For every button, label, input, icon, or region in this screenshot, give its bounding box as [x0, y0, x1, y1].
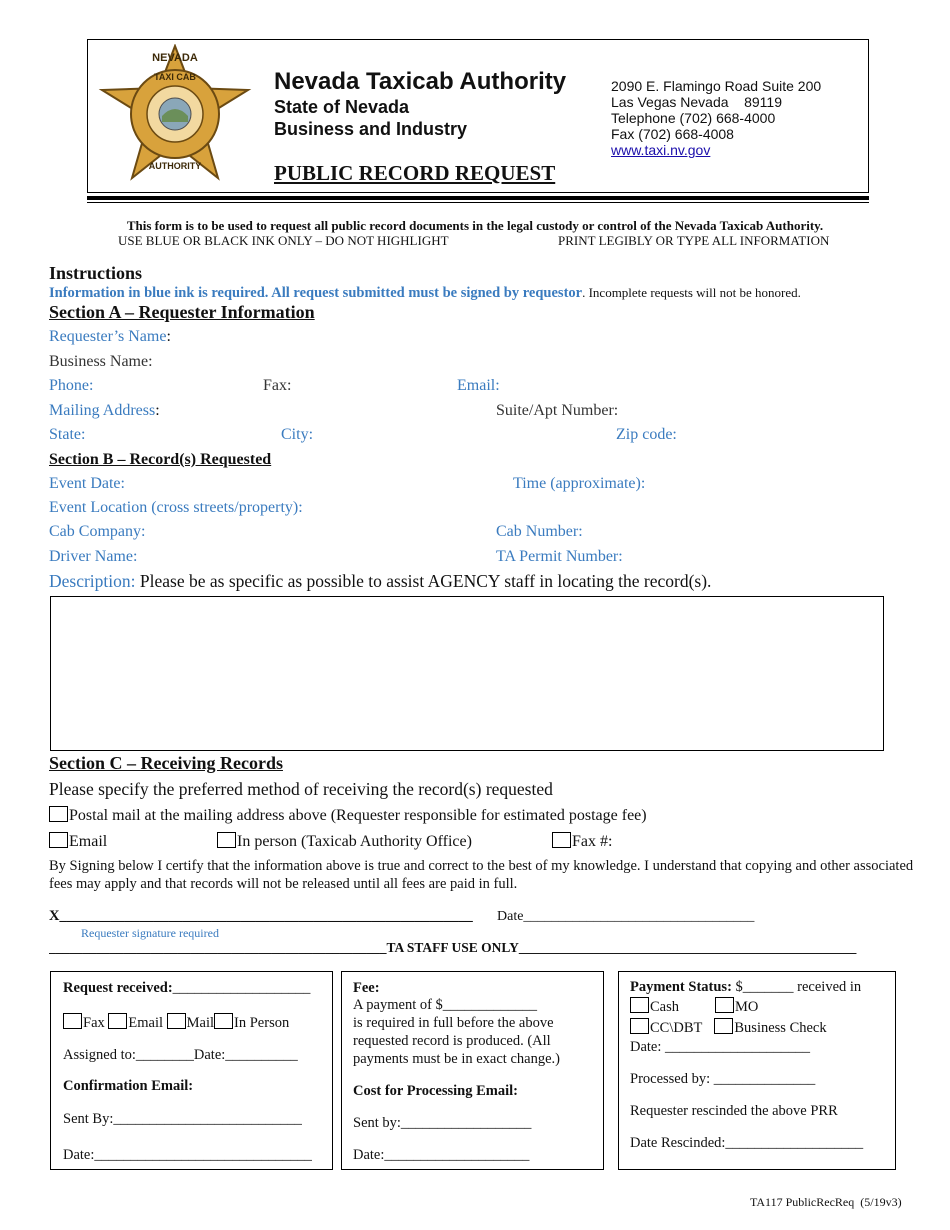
description-textarea[interactable]	[50, 596, 884, 751]
cab-company-label[interactable]: Cab Company:	[49, 523, 146, 540]
payment-line-4: payments must be in exact change.)	[353, 1051, 560, 1067]
payment-received-blank: $_______ received in	[731, 979, 862, 995]
payment-type-row-1	[630, 997, 758, 1016]
zip-label[interactable]: Zip code:	[616, 426, 677, 443]
email-label[interactable]: Email:	[457, 377, 500, 394]
seal-bottom-text: AUTHORITY	[148, 161, 202, 171]
fax-option-label: Fax #:	[572, 833, 613, 850]
signature-note: Requester signature required	[81, 926, 219, 940]
seal-mid-text: TAXI CAB	[154, 72, 196, 82]
mailing-address-label: Mailing Address	[49, 402, 156, 419]
form-title: PUBLIC RECORD REQUEST	[274, 161, 556, 185]
payment-line-1[interactable]: A payment of $_____________	[353, 997, 538, 1013]
header-divider-thin	[87, 202, 869, 203]
description-prompt	[49, 571, 711, 592]
received-in-person-label: In Person	[234, 1015, 290, 1031]
address-line-1: 2090 E. Flamingo Road Suite 200	[611, 78, 822, 94]
payment-line-2: is required in full before the above	[353, 1015, 554, 1031]
option-postal[interactable]	[49, 806, 647, 825]
form-purpose: This form is to be used to request all public record documents in the legal custody or control of the Nevada Taxicab Authority.	[126, 218, 824, 233]
received-email-checkbox[interactable]	[108, 1013, 127, 1029]
signature-x: X_________________________________________________________	[49, 908, 473, 924]
agency-name: Nevada Taxicab Authority	[274, 68, 567, 95]
signature-date-line[interactable]: Date_________________________________	[497, 909, 755, 924]
driver-name-label[interactable]: Driver Name:	[49, 548, 138, 565]
print-note: PRINT LEGIBLY OR TYPE ALL INFORMATION	[558, 233, 830, 248]
fax-checkbox[interactable]	[552, 832, 571, 848]
email-option-label: Email	[69, 833, 108, 850]
requester-name-label: Requester’s Name	[49, 328, 167, 345]
telephone: Telephone (702) 668-4000	[611, 110, 776, 126]
confirmation-email-label: Confirmation Email:	[63, 1078, 194, 1094]
section-b-heading: Section B – Record(s) Requested	[49, 451, 272, 468]
taxicab-authority-star-seal-logo	[98, 44, 252, 184]
fax-label[interactable]: Fax:	[263, 377, 292, 394]
rescinded-note: Requester rescinded the above PRR	[630, 1103, 838, 1119]
received-in-person-checkbox[interactable]	[214, 1013, 233, 1029]
certification-text: By Signing below I certify that the information above is true and correct to the best of my knowledge. I understand that copying and other associated fees may apply and that records will not be released until all fees are paid in full.	[49, 858, 914, 892]
staff-fee-box	[341, 971, 604, 1170]
cab-number-label[interactable]: Cab Number:	[496, 523, 583, 540]
required-note: Information in blue ink is required. All request submitted must be signed by requestor	[49, 285, 583, 301]
instructions-text	[49, 285, 801, 302]
website-link[interactable]: www.taxi.nv.gov	[611, 142, 711, 158]
header-divider-thick	[87, 196, 869, 200]
request-received-blank: ___________________	[172, 980, 311, 996]
ccdbt-label: CC\DBT	[650, 1020, 703, 1036]
option-email[interactable]	[49, 832, 107, 851]
description-hint: Please be as specific as possible to assist AGENCY staff in locating the record(s).	[135, 571, 712, 591]
section-a-heading: Section A – Requester Information	[49, 302, 315, 322]
in-person-label: In person (Taxicab Authority Office)	[237, 833, 472, 850]
received-email-label: Email	[128, 1015, 164, 1031]
option-in-person[interactable]	[217, 832, 472, 851]
box1-date-line[interactable]: Date:______________________________	[63, 1147, 312, 1163]
business-name-label[interactable]: Business Name:	[49, 353, 153, 370]
in-person-checkbox[interactable]	[217, 832, 236, 848]
mailing-address-field[interactable]	[49, 402, 160, 420]
section-c-heading: Section C – Receiving Records	[49, 753, 283, 773]
payment-status-label: Payment Status:	[630, 979, 732, 995]
mailing-address-colon: :	[155, 402, 160, 419]
staff-request-box	[50, 971, 333, 1170]
payment-status-line[interactable]	[630, 979, 861, 996]
staff-use-divider: __________________________________________________TA STAFF USE ONLY__________________________________________________	[49, 940, 857, 955]
event-location-label[interactable]: Event Location (cross streets/property):	[49, 499, 303, 516]
box2-date-line[interactable]: Date:____________________	[353, 1147, 530, 1163]
request-method-options	[63, 1013, 289, 1032]
event-date-label[interactable]: Event Date:	[49, 475, 125, 492]
business-check-checkbox[interactable]	[714, 1018, 733, 1034]
cash-label: Cash	[650, 999, 679, 1015]
email-checkbox[interactable]	[49, 832, 68, 848]
agency-contact-block	[611, 78, 821, 158]
staff-payment-box	[618, 971, 896, 1170]
address-line-2: Las Vegas Nevada 89119	[611, 94, 782, 110]
payment-type-row-2	[630, 1018, 827, 1037]
state-name: State of Nevada	[274, 97, 410, 117]
received-mail-checkbox[interactable]	[167, 1013, 186, 1029]
incomplete-note: . Incomplete requests will not be honored.	[582, 285, 801, 300]
form-number: TA117 PublicRecReq (5/19v3)	[750, 1195, 902, 1209]
box1-sent-by-line[interactable]: Sent By:__________________________	[63, 1111, 302, 1127]
business-check-label: Business Check	[734, 1020, 827, 1036]
mo-checkbox[interactable]	[715, 997, 734, 1013]
postal-checkbox[interactable]	[49, 806, 68, 822]
option-fax[interactable]	[552, 832, 612, 851]
ink-note: USE BLUE OR BLACK INK ONLY – DO NOT HIGHLIGHT	[118, 233, 449, 248]
seal-top-text: NEVADA	[152, 52, 198, 64]
mo-label: MO	[735, 999, 759, 1015]
description-label: Description:	[49, 571, 136, 591]
requester-name-field[interactable]	[49, 328, 171, 346]
assigned-to-line[interactable]: Assigned to:________Date:__________	[63, 1047, 298, 1063]
requester-name-colon: :	[166, 328, 171, 345]
fee-label: Fee:	[353, 980, 380, 996]
request-received-line[interactable]	[63, 980, 310, 997]
box3-date-line[interactable]: Date: ____________________	[630, 1039, 811, 1055]
received-mail-label: Mail	[186, 1015, 215, 1031]
fax-number: Fax (702) 668-4008	[611, 126, 734, 142]
phone-label[interactable]: Phone:	[49, 377, 94, 394]
signature-line[interactable]	[49, 908, 473, 925]
receiving-prompt: Please specify the preferred method of receiving the record(s) requested	[49, 779, 553, 799]
ccdbt-checkbox[interactable]	[630, 1018, 649, 1034]
received-fax-label: Fax	[83, 1015, 105, 1031]
received-fax-checkbox[interactable]	[63, 1013, 82, 1029]
request-received-label: Request received:	[63, 980, 173, 996]
cost-processing-email-label: Cost for Processing Email:	[353, 1083, 518, 1099]
postal-label: Postal mail at the mailing address above (Requester responsible for estimated postage fee)	[69, 807, 647, 824]
processed-by-line[interactable]: Processed by: ______________	[630, 1071, 816, 1087]
box2-sent-by-line[interactable]: Sent by:__________________	[353, 1115, 532, 1131]
ta-permit-label[interactable]: TA Permit Number:	[496, 548, 623, 565]
time-label[interactable]: Time (approximate):	[513, 475, 646, 492]
instructions-heading: Instructions	[49, 263, 143, 283]
date-rescinded-line[interactable]: Date Rescinded:___________________	[630, 1135, 864, 1151]
suite-label[interactable]: Suite/Apt Number:	[496, 402, 619, 419]
department-name: Business and Industry	[274, 119, 468, 139]
payment-line-3: requested record is produced. (All	[353, 1033, 551, 1049]
state-label[interactable]: State:	[49, 426, 86, 443]
cash-checkbox[interactable]	[630, 997, 649, 1013]
city-label[interactable]: City:	[281, 426, 314, 443]
